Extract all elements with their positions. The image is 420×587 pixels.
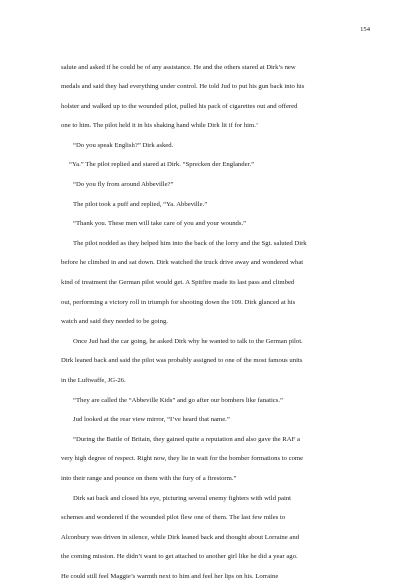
- text-line: out, performing a victory roll in triumph for shooting down the 109. Dirk glanced at his: [61, 298, 296, 306]
- text-line: into their range and pounce on them with the fury of a firestorm.”: [61, 474, 237, 482]
- text-line: one to him. The pilot held it in his shaking hand while Dirk lit if for him.’: [61, 122, 259, 130]
- text-line: Once Jud had the car going, he asked Dirk why he wanted to talk to the German pilot.: [73, 337, 303, 345]
- page-number: 154: [360, 26, 370, 33]
- text-line: “Thank you. These men will take care of you and your wounds.”: [73, 220, 247, 228]
- text-line: “Do you speak English?” Dirk asked.: [73, 141, 174, 149]
- body-text: [61, 58, 371, 587]
- text-line: “During the Battle of Britain, they gained quite a reputation and also gave the RAF a: [73, 435, 300, 443]
- text-line: salute and asked if he could be of any assistance. He and the others stared at Dirk’s new: [61, 63, 296, 71]
- text-line: watch and said they needed to be going.: [61, 318, 168, 326]
- text-line: very high degree of respect. Right now, they lie in wait for the bomber formations to come: [61, 455, 304, 463]
- text-line: Jud looked at the rear view mirror, “I’ve heard that name.”: [73, 416, 230, 424]
- text-line: kind of treatment the German pilot would get. A Spitfire made its last pass and climbed: [61, 279, 295, 287]
- text-line: The pilot took a puff and replied, “Ya. Abbeville.”: [73, 200, 208, 208]
- text-line: “Ya.” The pilot replied and stared at Dirk. “Sprecken der Englander.”: [69, 161, 255, 169]
- text-line: Alconbury was driven in silence, while Dirk leaned back and thought about Lorraine and: [61, 533, 300, 541]
- text-line: before he climbed in and sat down. Dirk watched the truck drive away and wondered what: [61, 259, 304, 267]
- text-line: “Do you fly from around Abbeville?”: [73, 181, 174, 189]
- text-line: holster and walked up to the wounded pilot, pulled his pack of cigarettes out and offered: [61, 102, 298, 110]
- text-line: medals and said they had everything under control. He told Jud to put his gun back into his: [61, 83, 305, 91]
- text-line: in the Luftwaffe, JG-26.: [61, 377, 126, 384]
- text-line: He could still feel Maggie’s warmth next to him and feel her lips on his. Lorraine: [61, 572, 279, 580]
- text-line: The pilot nodded as they helped him into the back of the lorry and the Sgt. saluted Dirk: [73, 239, 307, 247]
- text-line: “They are called the “Abbeville Kids” and go after our bombers like fanatics.”: [73, 396, 284, 404]
- text-line: the coming mission. He didn’t want to get attached to another girl like he did a year ago.: [61, 553, 298, 561]
- text-line: schemes and wondered if the wounded pilot flew one of them. The last few miles to: [61, 514, 286, 522]
- text-line: Dirk leaned back and said the pilot was probably assigned to one of the most famous units: [61, 357, 303, 365]
- text-line: Dirk sat back and closed his eye, picturing several enemy fighters with wild paint: [73, 494, 292, 502]
